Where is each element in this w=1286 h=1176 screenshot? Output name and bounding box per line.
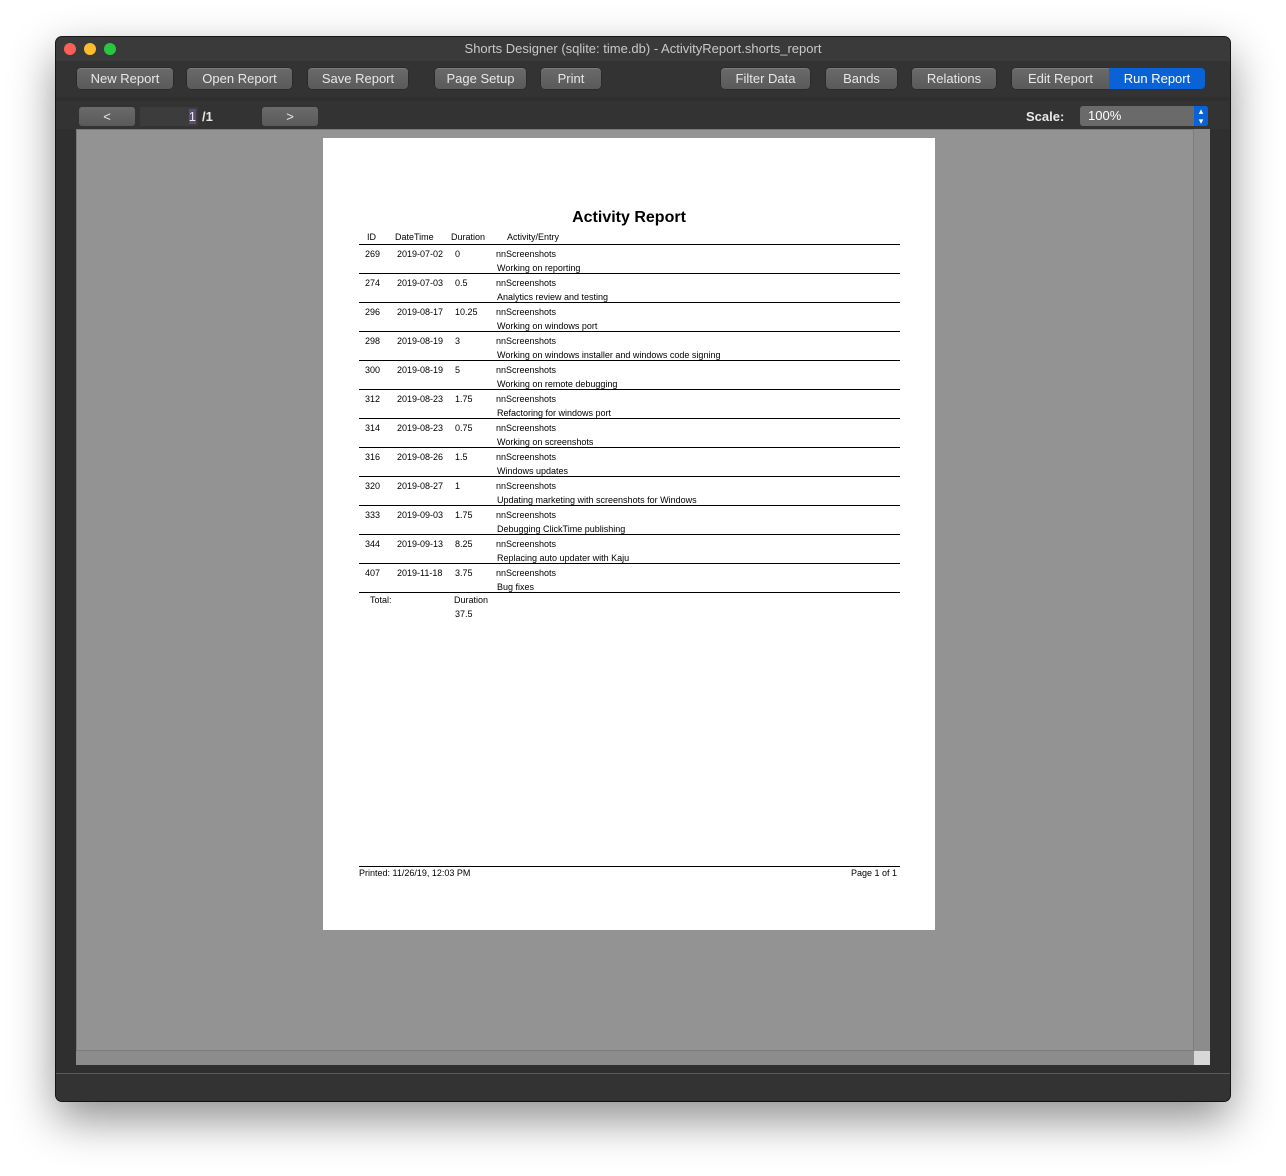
report-row — [359, 419, 900, 448]
header-datetime: DateTime — [395, 232, 434, 242]
row-activity: nnScreenshots — [496, 249, 557, 259]
row-entry: Analytics review and testing — [497, 292, 609, 302]
page-setup-button[interactable]: Page Setup — [435, 68, 526, 89]
row-activity: nnScreenshots — [496, 568, 557, 578]
horizontal-scrollbar[interactable] — [76, 1050, 1194, 1065]
scale-value: 100% — [1088, 108, 1122, 123]
row-id: 298 — [365, 336, 381, 346]
report-row — [359, 303, 900, 332]
row-duration: 3 — [455, 336, 461, 346]
print-button[interactable]: Print — [541, 68, 601, 89]
page-number-field[interactable] — [140, 107, 198, 126]
row-date: 2019-09-03 — [397, 510, 444, 520]
row-id: 407 — [365, 568, 381, 578]
row-duration: 1.75 — [455, 394, 473, 404]
row-activity: nnScreenshots — [496, 336, 557, 346]
header-activity: Activity/Entry — [507, 232, 560, 242]
row-activity: nnScreenshots — [496, 307, 557, 317]
row-divider — [359, 592, 900, 593]
report-page — [323, 138, 935, 930]
row-activity: nnScreenshots — [496, 510, 557, 520]
row-activity: nnScreenshots — [496, 423, 557, 433]
status-bar — [56, 1073, 1230, 1101]
row-date: 2019-07-03 — [397, 278, 444, 288]
row-duration: 10.25 — [455, 307, 478, 317]
row-date: 2019-08-19 — [397, 365, 444, 375]
report-row — [359, 361, 900, 390]
footer-divider — [359, 866, 900, 867]
row-id: 316 — [365, 452, 381, 462]
row-duration: 5 — [455, 365, 461, 375]
row-id: 312 — [365, 394, 381, 404]
row-entry: Bug fixes — [497, 582, 535, 592]
row-duration: 3.75 — [455, 568, 473, 578]
row-entry: Working on screenshots — [497, 437, 594, 447]
row-activity: nnScreenshots — [496, 481, 557, 491]
relations-button[interactable]: Relations — [912, 68, 996, 89]
app-window — [56, 37, 1230, 1101]
row-id: 333 — [365, 510, 381, 520]
row-entry: Windows updates — [497, 466, 569, 476]
header-id: ID — [367, 232, 376, 242]
row-date: 2019-08-23 — [397, 394, 444, 404]
edit-report-tab[interactable]: Edit Report — [1012, 68, 1109, 89]
report-row — [359, 332, 900, 361]
total-duration-value: 37.5 — [455, 609, 473, 619]
scroll-corner — [1194, 1051, 1210, 1065]
row-date: 2019-09-13 — [397, 539, 444, 549]
row-activity: nnScreenshots — [496, 365, 557, 375]
report-row — [359, 274, 900, 303]
row-date: 2019-08-23 — [397, 423, 444, 433]
scale-label: Scale: — [1026, 109, 1065, 124]
row-entry: Working on remote debugging — [497, 379, 618, 389]
vertical-scrollbar[interactable] — [1193, 129, 1210, 1051]
next-page-button[interactable]: > — [262, 107, 318, 126]
row-entry: Working on windows installer and windows code signing — [497, 350, 721, 360]
close-window-button[interactable] — [64, 43, 76, 55]
row-entry: Working on reporting — [497, 263, 581, 273]
report-title: Activity Report — [572, 209, 686, 226]
header-duration: Duration — [451, 232, 486, 242]
row-entry: Refactoring for windows port — [497, 408, 612, 418]
zoom-window-button[interactable] — [104, 43, 116, 55]
page-number-value: 1 — [188, 109, 196, 124]
row-duration: 1 — [455, 481, 461, 491]
row-date: 2019-08-26 — [397, 452, 444, 462]
report-row — [359, 390, 900, 419]
row-duration: 0 — [455, 249, 461, 259]
row-activity: nnScreenshots — [496, 452, 557, 462]
row-duration: 0.75 — [455, 423, 473, 433]
row-activity: nnScreenshots — [496, 394, 557, 404]
report-row — [359, 564, 900, 593]
report-row — [359, 477, 900, 506]
row-entry: Working on windows port — [497, 321, 598, 331]
scale-select[interactable] — [1080, 106, 1208, 126]
page-count: /1 — [202, 109, 213, 124]
row-date: 2019-11-18 — [397, 568, 443, 578]
window-title: Shorts Designer (sqlite: time.db) - ActivityReport.shorts_report — [464, 41, 822, 56]
row-id: 296 — [365, 307, 381, 317]
row-date: 2019-08-27 — [397, 481, 444, 491]
printed-timestamp: Printed: 11/26/19, 12:03 PM — [359, 868, 471, 878]
row-date: 2019-08-19 — [397, 336, 444, 346]
page-info: Page 1 of 1 — [850, 868, 897, 878]
row-entry: Updating marketing with screenshots for Windows — [497, 495, 697, 505]
toolbar — [56, 61, 1230, 97]
row-activity: nnScreenshots — [496, 278, 557, 288]
report-row — [359, 506, 900, 535]
filter-data-button[interactable]: Filter Data — [721, 68, 810, 89]
row-duration: 1.75 — [455, 510, 473, 520]
save-report-button[interactable]: Save Report — [308, 68, 408, 89]
row-entry: Debugging ClickTime publishing — [497, 524, 626, 534]
report-preview-area[interactable] — [76, 129, 1210, 1065]
new-report-button[interactable]: New Report — [77, 68, 173, 89]
total-label: Total: — [370, 595, 392, 605]
run-report-tab[interactable]: Run Report — [1109, 68, 1205, 89]
row-id: 300 — [365, 365, 381, 375]
total-duration-label: Duration — [454, 595, 489, 605]
bands-button[interactable]: Bands — [826, 68, 897, 89]
report-row — [359, 448, 900, 477]
row-id: 320 — [365, 481, 381, 491]
row-id: 344 — [365, 539, 381, 549]
row-duration: 1.5 — [455, 452, 468, 462]
row-activity: nnScreenshots — [496, 539, 557, 549]
row-id: 314 — [365, 423, 381, 433]
row-date: 2019-07-02 — [397, 249, 444, 259]
row-date: 2019-08-17 — [397, 307, 444, 317]
row-duration: 8.25 — [455, 539, 473, 549]
report-row — [359, 245, 900, 274]
row-id: 269 — [365, 249, 381, 259]
row-entry: Replacing auto updater with Kaju — [497, 553, 630, 563]
title-bar — [56, 37, 1230, 61]
minimize-window-button[interactable] — [84, 43, 96, 55]
report-row — [359, 535, 900, 564]
previous-page-button[interactable]: < — [79, 107, 135, 126]
open-report-button[interactable]: Open Report — [187, 68, 292, 89]
chevron-up-down-icon: ▴ ▾ — [1194, 106, 1208, 126]
row-duration: 0.5 — [455, 278, 468, 288]
page-navigation-bar — [56, 101, 1230, 129]
row-id: 274 — [365, 278, 381, 288]
